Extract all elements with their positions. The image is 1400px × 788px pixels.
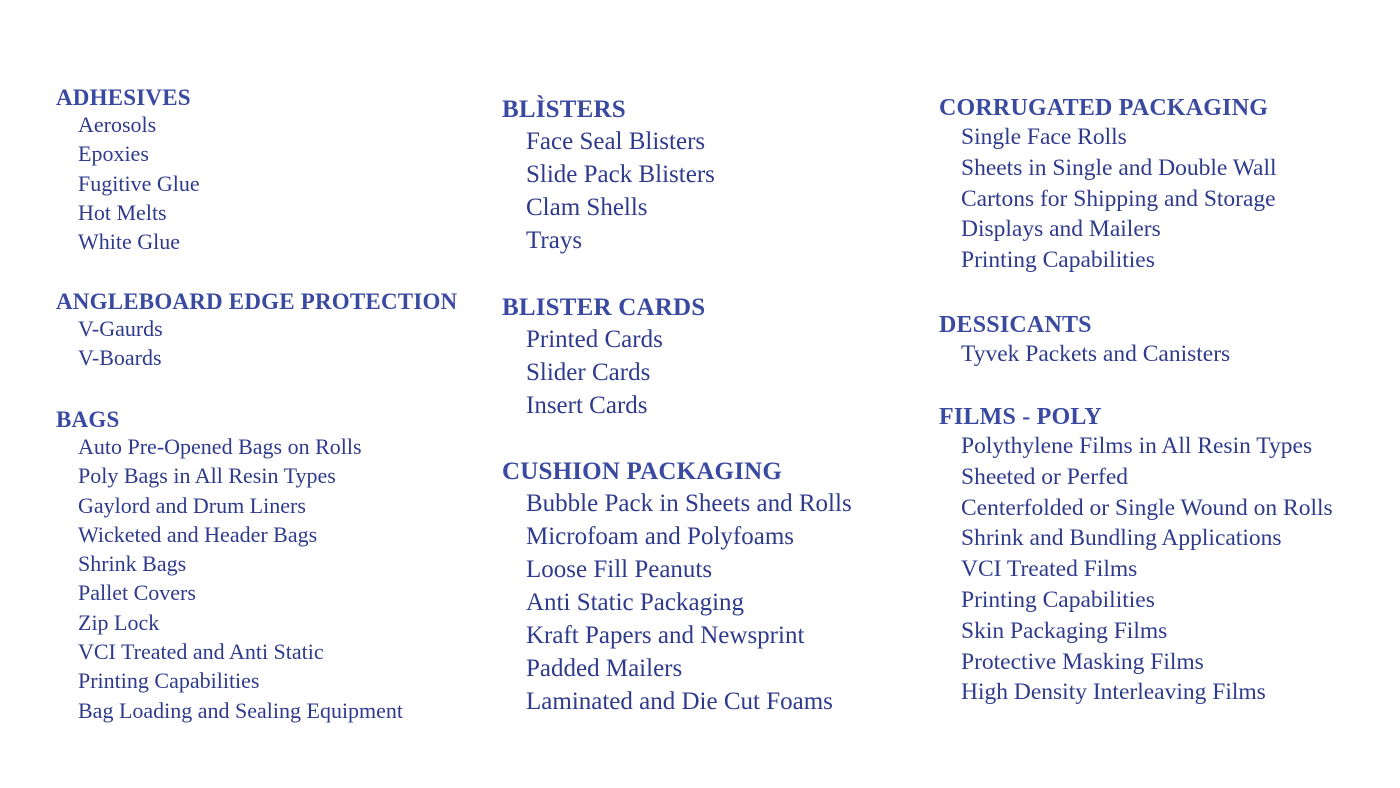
list-item: Gaylord and Drum Liners — [78, 492, 306, 518]
item-list — [502, 327, 705, 418]
section-blisters — [502, 97, 715, 261]
list-item: Sheeted or Perfed — [961, 463, 1129, 490]
list-item: Single Face Rolls — [961, 124, 1127, 150]
list-item: Zip Lock — [78, 609, 160, 635]
list-item: Microfoam and Polyfoams — [526, 523, 795, 550]
list-item: Sheets in Single and Double Wall — [961, 154, 1277, 181]
list-item: Auto Pre-Opened Bags on Rolls — [78, 434, 362, 459]
section-heading: CUSHION PACKAGING — [502, 458, 783, 485]
item-list — [502, 129, 715, 253]
section-cushion-packaging — [502, 459, 852, 722]
list-item: Insert Cards — [526, 392, 648, 419]
list-item: Slide Pack Blisters — [526, 161, 715, 188]
list-item: Printed Cards — [526, 326, 663, 353]
list-item: Skin Packaging Films — [961, 617, 1168, 644]
list-item: Displays and Mailers — [961, 216, 1161, 243]
section-bags — [56, 408, 403, 729]
list-item: Polythylene Films in All Resin Types — [961, 433, 1313, 459]
list-item: Tyvek Packets and Canisters — [961, 341, 1231, 367]
list-item: Shrink Bags — [78, 551, 187, 577]
list-item: Hot Melts — [78, 199, 167, 225]
list-item: Printing Capabilities — [961, 586, 1155, 613]
list-item: Protective Masking Films — [961, 648, 1204, 675]
section-heading: BLÌSTERS — [502, 96, 626, 123]
list-item: Kraft Papers and Newsprint — [526, 622, 805, 649]
list-item: Printing Capabilities — [961, 247, 1155, 274]
list-item: Bubble Pack in Sheets and Rolls — [526, 490, 852, 517]
list-item: Cartons for Shipping and Storage — [961, 185, 1276, 212]
list-item: White Glue — [78, 229, 181, 255]
item-list — [502, 491, 852, 714]
item-list — [939, 435, 1333, 705]
section-heading: CORRUGATED PACKAGING — [939, 95, 1269, 121]
list-item: Loose Fill Peanuts — [526, 556, 713, 583]
list-item: Slider Cards — [526, 359, 651, 386]
list-item: Bag Loading and Sealing Equipment — [78, 697, 404, 723]
section-corrugated-packaging — [939, 96, 1277, 280]
list-item: Padded Mailers — [526, 655, 683, 682]
list-item: Laminated and Die Cut Foams — [526, 688, 833, 715]
list-item: V-Gaurds — [78, 316, 163, 341]
item-list — [56, 436, 403, 722]
section-heading: BLISTER CARDS — [502, 294, 706, 321]
list-item: Pallet Covers — [78, 580, 196, 606]
list-item: Aerosols — [78, 112, 157, 137]
section-blister-cards — [502, 295, 705, 426]
section-adhesives — [56, 86, 200, 260]
section-dessicants — [939, 313, 1230, 374]
item-list — [939, 343, 1230, 367]
section-films-poly — [939, 405, 1333, 712]
list-item: V-Boards — [78, 345, 162, 371]
list-item: Fugitive Glue — [78, 170, 200, 196]
item-list — [56, 318, 457, 369]
list-item: Face Seal Blisters — [526, 128, 706, 155]
section-heading: ADHESIVES — [56, 85, 191, 110]
item-list — [939, 126, 1277, 273]
list-item: Wicketed and Header Bags — [78, 521, 318, 547]
list-item: Centerfolded or Single Wound on Rolls — [961, 494, 1333, 521]
list-item: High Density Interleaving Films — [961, 679, 1266, 706]
section-heading: DESSICANTS — [939, 312, 1092, 338]
item-list — [56, 114, 200, 253]
section-heading: BAGS — [56, 407, 120, 432]
section-heading: FILMS - POLY — [939, 404, 1102, 430]
list-item: Clam Shells — [526, 194, 648, 221]
list-item: Epoxies — [78, 141, 149, 167]
list-item: Poly Bags in All Resin Types — [78, 463, 336, 489]
list-item: VCI Treated Films — [961, 556, 1138, 583]
section-heading: ANGLEBOARD EDGE PROTECTION — [56, 289, 458, 314]
list-item: VCI Treated and Anti Static — [78, 639, 324, 665]
list-item: Anti Static Packaging — [526, 589, 745, 616]
section-angleboard — [56, 290, 457, 377]
list-item: Shrink and Bundling Applications — [961, 525, 1282, 552]
list-item: Trays — [526, 227, 583, 254]
list-item: Printing Capabilities — [78, 668, 260, 694]
